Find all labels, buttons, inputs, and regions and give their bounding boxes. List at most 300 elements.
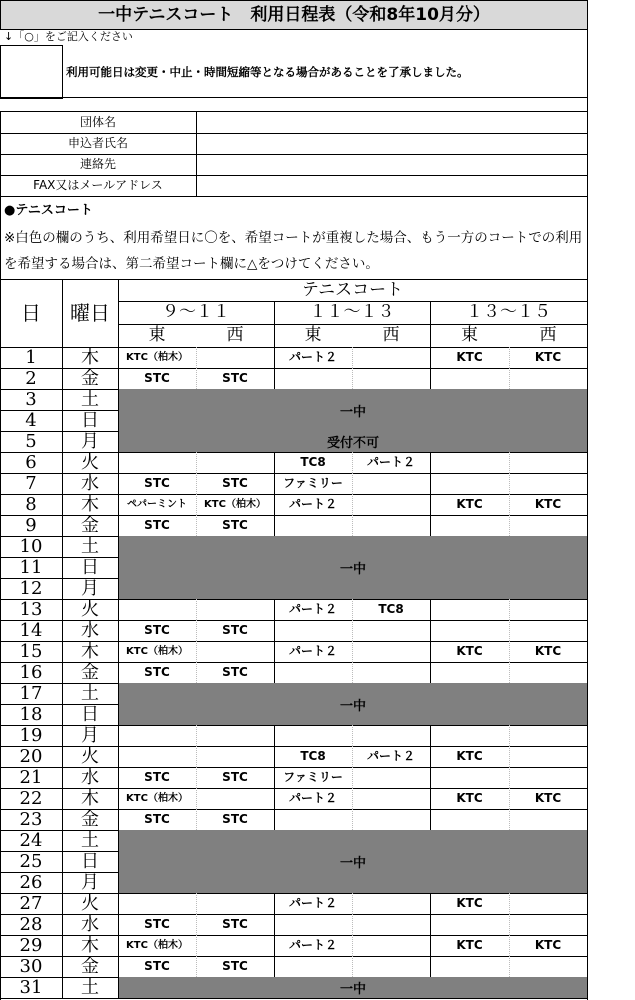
weekday-label: 金 bbox=[81, 515, 99, 536]
cell-divider bbox=[352, 788, 353, 809]
schedule-cell[interactable]: STC bbox=[144, 371, 170, 385]
page-title: 一中テニスコート 利用日程表（令和8年10月分） bbox=[0, 0, 588, 30]
cell-divider bbox=[352, 368, 353, 389]
cell-divider bbox=[274, 935, 275, 956]
cell-divider bbox=[274, 599, 275, 620]
schedule-cell[interactable] bbox=[118, 725, 196, 746]
schedule-cell[interactable]: KTC bbox=[534, 938, 562, 952]
acknowledgement-checkbox[interactable] bbox=[0, 45, 63, 99]
schedule-cell[interactable] bbox=[509, 620, 587, 641]
cell-divider bbox=[430, 662, 431, 683]
schedule-cell[interactable] bbox=[352, 368, 430, 389]
cell-divider bbox=[274, 641, 275, 662]
schedule-cell[interactable] bbox=[430, 452, 509, 473]
schedule-cell[interactable] bbox=[196, 935, 274, 956]
cell-divider bbox=[430, 494, 431, 515]
instruction-note: ※白色の欄のうち、利用希望日に〇を、希望コートが重複した場合、もう一方のコートでの利用を希望する場合は、第二希望コート欄に△をつけてください。 bbox=[4, 230, 583, 272]
schedule-cell[interactable] bbox=[430, 956, 509, 977]
cell-divider bbox=[352, 809, 353, 830]
schedule-cell[interactable]: ファミリー bbox=[283, 476, 343, 490]
weekday-label: 月 bbox=[81, 725, 99, 746]
cell-divider bbox=[352, 473, 353, 494]
schedule-cell[interactable] bbox=[196, 725, 274, 746]
weekday-label: 月 bbox=[81, 872, 99, 893]
schedule-cell[interactable]: KTC bbox=[456, 644, 483, 658]
schedule-cell[interactable]: STC bbox=[222, 770, 248, 784]
acknowledgement-text: 利用可能日は変更・中止・時間短縮等となる場合があることを了承しました。 bbox=[66, 65, 469, 79]
cell-divider bbox=[509, 725, 510, 746]
cell-divider bbox=[430, 347, 431, 368]
schedule-cell[interactable]: STC bbox=[144, 623, 170, 637]
header-side-east: 東 bbox=[304, 325, 322, 345]
schedule-cell[interactable] bbox=[352, 641, 430, 662]
schedule-cell[interactable] bbox=[352, 515, 430, 536]
cell-divider bbox=[274, 494, 275, 515]
day-number: 25 bbox=[19, 851, 43, 872]
closed-block: 一中 bbox=[119, 389, 587, 431]
cell-divider bbox=[274, 809, 275, 830]
cell-divider bbox=[430, 746, 431, 767]
cell-divider bbox=[196, 914, 197, 935]
schedule-cell[interactable]: パート２ bbox=[288, 497, 337, 511]
weekday-label: 水 bbox=[81, 767, 99, 788]
weekday-label: 日 bbox=[81, 410, 99, 431]
day-number: 17 bbox=[19, 683, 43, 704]
cell-divider bbox=[430, 599, 431, 620]
weekday-label: 月 bbox=[81, 431, 99, 452]
schedule-cell[interactable] bbox=[509, 893, 587, 914]
schedule-cell[interactable] bbox=[274, 662, 352, 683]
weekday-label: 土 bbox=[81, 536, 99, 557]
day-number: 11 bbox=[19, 557, 43, 578]
cell-divider bbox=[352, 935, 353, 956]
cell-divider bbox=[196, 347, 197, 368]
schedule-cell[interactable]: STC bbox=[222, 812, 248, 826]
schedule-cell[interactable]: KTC bbox=[456, 749, 483, 763]
day-number: 18 bbox=[19, 704, 43, 725]
cell-divider bbox=[274, 662, 275, 683]
cell-divider bbox=[352, 767, 353, 788]
day-number: 14 bbox=[19, 620, 43, 641]
cell-divider bbox=[509, 599, 510, 620]
schedule-cell[interactable] bbox=[118, 599, 196, 620]
schedule-cell[interactable]: STC bbox=[222, 917, 248, 931]
cell-divider bbox=[274, 347, 275, 368]
schedule-cell[interactable] bbox=[509, 452, 587, 473]
schedule-cell[interactable]: STC bbox=[144, 770, 170, 784]
schedule-cell[interactable]: STC bbox=[144, 812, 170, 826]
schedule-cell[interactable] bbox=[430, 809, 509, 830]
schedule-cell[interactable]: パート２ bbox=[288, 644, 337, 658]
schedule-cell[interactable]: TC8 bbox=[300, 749, 326, 763]
schedule-cell[interactable]: KTC（柏木） bbox=[126, 940, 188, 951]
cell-divider bbox=[352, 914, 353, 935]
cell-divider bbox=[274, 473, 275, 494]
weekday-label: 金 bbox=[81, 809, 99, 830]
cell-divider bbox=[430, 809, 431, 830]
schedule-cell[interactable] bbox=[274, 368, 352, 389]
cell-divider bbox=[430, 473, 431, 494]
schedule-cell[interactable] bbox=[274, 725, 352, 746]
schedule-cell[interactable]: STC bbox=[222, 665, 248, 679]
day-number: 6 bbox=[25, 452, 37, 473]
schedule-cell[interactable] bbox=[352, 473, 430, 494]
cell-divider bbox=[196, 746, 197, 767]
schedule-cell[interactable] bbox=[352, 914, 430, 935]
cell-divider bbox=[430, 956, 431, 977]
cell-divider bbox=[196, 494, 197, 515]
cell-divider bbox=[274, 452, 275, 473]
schedule-cell[interactable] bbox=[509, 515, 587, 536]
schedule-cell[interactable]: STC bbox=[144, 917, 170, 931]
day-number: 23 bbox=[19, 809, 43, 830]
cell-divider bbox=[274, 893, 275, 914]
schedule-cell[interactable] bbox=[352, 662, 430, 683]
cell-divider bbox=[274, 620, 275, 641]
cell-divider bbox=[352, 956, 353, 977]
weekday-label: 金 bbox=[81, 368, 99, 389]
divider bbox=[118, 301, 587, 302]
cell-divider bbox=[430, 452, 431, 473]
day-number: 1 bbox=[25, 347, 37, 368]
schedule-cell[interactable] bbox=[196, 599, 274, 620]
day-number: 22 bbox=[19, 788, 43, 809]
schedule-cell[interactable]: パート２ bbox=[288, 602, 337, 616]
cell-divider bbox=[196, 641, 197, 662]
schedule-cell[interactable]: ファミリー bbox=[283, 770, 343, 784]
cell-divider bbox=[509, 662, 510, 683]
header-slot-11-13: １１～１３ bbox=[309, 302, 395, 322]
schedule-cell[interactable]: STC bbox=[144, 665, 170, 679]
schedule-cell[interactable] bbox=[118, 452, 196, 473]
cell-divider bbox=[274, 914, 275, 935]
weekday-label: 土 bbox=[81, 389, 99, 410]
closed-block: 一中 bbox=[119, 977, 587, 998]
weekday-label: 土 bbox=[81, 977, 99, 998]
schedule-cell[interactable]: STC bbox=[144, 518, 170, 532]
weekday-label: 火 bbox=[81, 599, 99, 620]
cell-divider bbox=[509, 494, 510, 515]
weekday-label: 金 bbox=[81, 956, 99, 977]
cell-divider bbox=[509, 767, 510, 788]
closed-block: 一中 bbox=[119, 536, 587, 599]
schedule-cell[interactable]: STC bbox=[222, 371, 248, 385]
weekday-label: 水 bbox=[81, 620, 99, 641]
day-number: 7 bbox=[25, 473, 37, 494]
header-side-west: 西 bbox=[382, 325, 400, 345]
cell-divider bbox=[509, 515, 510, 536]
day-number: 10 bbox=[19, 536, 43, 557]
schedule-cell[interactable]: パート２ bbox=[366, 455, 415, 469]
cell-divider bbox=[196, 599, 197, 620]
schedule-cell[interactable] bbox=[509, 725, 587, 746]
schedule-cell[interactable]: KTC bbox=[534, 497, 562, 511]
header-slot-13-15: １３～１５ bbox=[466, 302, 551, 322]
cell-divider bbox=[509, 452, 510, 473]
schedule-cell[interactable]: KTC bbox=[534, 791, 562, 805]
weekday-label: 木 bbox=[81, 494, 99, 515]
day-number: 29 bbox=[19, 935, 43, 956]
schedule-cell[interactable]: パート２ bbox=[288, 896, 337, 910]
schedule-table bbox=[0, 279, 587, 999]
schedule-cell[interactable] bbox=[352, 620, 430, 641]
cell-divider bbox=[352, 893, 353, 914]
header-side-east: 東 bbox=[461, 325, 478, 345]
schedule-cell[interactable]: KTC bbox=[534, 350, 562, 364]
cell-divider bbox=[352, 515, 353, 536]
section-title: ●テニスコート bbox=[4, 203, 93, 218]
schedule-cell[interactable] bbox=[430, 620, 509, 641]
schedule-cell[interactable] bbox=[196, 452, 274, 473]
cell-divider bbox=[196, 368, 197, 389]
schedule-cell[interactable] bbox=[118, 746, 196, 767]
day-number: 9 bbox=[25, 515, 37, 536]
schedule-cell[interactable]: TC8 bbox=[300, 455, 326, 469]
cell-divider bbox=[509, 746, 510, 767]
schedule-cell[interactable] bbox=[352, 809, 430, 830]
schedule-cell[interactable]: KTC（柏木） bbox=[126, 646, 188, 657]
weekday-label: 火 bbox=[81, 452, 99, 473]
day-number: 8 bbox=[25, 494, 37, 515]
weekday-label: 金 bbox=[81, 662, 99, 683]
label-group-name: 団体名 bbox=[79, 115, 116, 129]
day-number: 13 bbox=[19, 599, 43, 620]
schedule-cell[interactable]: KTC bbox=[456, 896, 483, 910]
cell-divider bbox=[430, 641, 431, 662]
day-number: 2 bbox=[25, 368, 37, 389]
day-number: 21 bbox=[19, 767, 43, 788]
cell-divider bbox=[196, 620, 197, 641]
schedule-cell[interactable] bbox=[430, 725, 509, 746]
cell-divider bbox=[352, 641, 353, 662]
cell-divider bbox=[509, 935, 510, 956]
cell-divider bbox=[509, 368, 510, 389]
weekday-label: 火 bbox=[81, 893, 99, 914]
day-number: 3 bbox=[25, 389, 37, 410]
schedule-cell[interactable]: KTC（柏木） bbox=[126, 352, 188, 363]
schedule-cell[interactable] bbox=[352, 935, 430, 956]
schedule-cell[interactable] bbox=[352, 893, 430, 914]
cell-divider bbox=[196, 893, 197, 914]
schedule-cell[interactable]: STC bbox=[222, 623, 248, 637]
schedule-cell[interactable] bbox=[509, 368, 587, 389]
schedule-cell[interactable]: TC8 bbox=[378, 602, 404, 616]
cell-divider bbox=[430, 725, 431, 746]
cell-divider bbox=[196, 452, 197, 473]
cell-divider bbox=[274, 746, 275, 767]
weekday-label: 水 bbox=[81, 473, 99, 494]
schedule-cell[interactable]: STC bbox=[222, 518, 248, 532]
schedule-cell[interactable] bbox=[430, 515, 509, 536]
cell-divider bbox=[274, 725, 275, 746]
closed-block: 一中 bbox=[119, 830, 587, 893]
divider bbox=[118, 324, 587, 325]
schedule-cell[interactable] bbox=[509, 767, 587, 788]
cell-divider bbox=[196, 767, 197, 788]
schedule-cell[interactable]: STC bbox=[144, 959, 170, 973]
schedule-cell[interactable] bbox=[509, 473, 587, 494]
cell-divider bbox=[352, 662, 353, 683]
cell-divider bbox=[196, 725, 197, 746]
schedule-cell[interactable] bbox=[509, 599, 587, 620]
schedule-cell[interactable]: STC bbox=[222, 959, 248, 973]
day-number: 15 bbox=[19, 641, 43, 662]
cell-divider bbox=[196, 809, 197, 830]
closed-block: 一中 bbox=[119, 683, 587, 725]
schedule-cell[interactable] bbox=[352, 725, 430, 746]
schedule-cell[interactable] bbox=[274, 620, 352, 641]
day-number: 28 bbox=[19, 914, 43, 935]
cell-divider bbox=[509, 914, 510, 935]
schedule-cell[interactable] bbox=[509, 956, 587, 977]
schedule-cell[interactable] bbox=[196, 347, 274, 368]
schedule-cell[interactable] bbox=[430, 599, 509, 620]
cell-divider bbox=[352, 746, 353, 767]
cell-divider bbox=[509, 473, 510, 494]
cell-divider bbox=[352, 599, 353, 620]
group-name-field[interactable] bbox=[197, 112, 586, 132]
cell-divider bbox=[352, 494, 353, 515]
schedule-cell[interactable]: パート２ bbox=[288, 350, 337, 364]
cell-divider bbox=[509, 347, 510, 368]
weekday-label: 水 bbox=[81, 914, 99, 935]
schedule-cell[interactable]: STC bbox=[222, 476, 248, 490]
schedule-cell[interactable]: KTC bbox=[456, 938, 483, 952]
schedule-cell[interactable]: KTC bbox=[456, 350, 483, 364]
cell-divider bbox=[196, 515, 197, 536]
weekday-label: 日 bbox=[81, 557, 99, 578]
schedule-cell[interactable]: KTC bbox=[534, 644, 562, 658]
schedule-cell[interactable]: KTC（柏木） bbox=[204, 499, 266, 510]
weekday-label: 火 bbox=[81, 746, 99, 767]
cell-divider bbox=[430, 893, 431, 914]
schedule-cell[interactable] bbox=[196, 893, 274, 914]
label-fax-email: FAX又はメールアドレス bbox=[33, 178, 163, 192]
cell-divider bbox=[430, 767, 431, 788]
day-number: 19 bbox=[19, 725, 43, 746]
cell-divider bbox=[430, 515, 431, 536]
schedule-cell[interactable] bbox=[352, 347, 430, 368]
schedule-cell[interactable] bbox=[118, 893, 196, 914]
cell-divider bbox=[196, 473, 197, 494]
cell-divider bbox=[274, 515, 275, 536]
weekday-label: 土 bbox=[81, 830, 99, 851]
schedule-cell[interactable] bbox=[274, 809, 352, 830]
schedule-cell[interactable]: ペパーミント bbox=[127, 499, 187, 510]
weekday-label: 木 bbox=[81, 935, 99, 956]
label-applicant-name: 申込者氏名 bbox=[67, 136, 128, 150]
right-border bbox=[587, 28, 588, 1000]
header-side-west: 西 bbox=[539, 325, 557, 345]
divider bbox=[0, 279, 587, 280]
weekday-label: 土 bbox=[81, 683, 99, 704]
schedule-cell[interactable] bbox=[430, 767, 509, 788]
schedule-cell[interactable] bbox=[196, 788, 274, 809]
schedule-cell[interactable] bbox=[509, 746, 587, 767]
schedule-cell[interactable]: パート２ bbox=[366, 749, 415, 763]
schedule-cell[interactable] bbox=[274, 914, 352, 935]
schedule-cell[interactable] bbox=[196, 641, 274, 662]
closed-block: 受付不可 bbox=[119, 431, 587, 452]
schedule-cell[interactable] bbox=[509, 914, 587, 935]
weekday-label: 木 bbox=[81, 347, 99, 368]
cell-divider bbox=[430, 788, 431, 809]
cell-divider bbox=[196, 935, 197, 956]
weekday-label: 日 bbox=[81, 704, 99, 725]
day-number: 27 bbox=[19, 893, 43, 914]
schedule-cell[interactable] bbox=[352, 494, 430, 515]
cell-divider bbox=[430, 935, 431, 956]
weekday-label: 木 bbox=[81, 788, 99, 809]
day-number: 31 bbox=[19, 977, 43, 998]
header-weekday: 曜日 bbox=[70, 301, 110, 325]
weekday-label: 木 bbox=[81, 641, 99, 662]
cell-divider bbox=[509, 893, 510, 914]
cell-divider bbox=[352, 620, 353, 641]
day-number: 20 bbox=[19, 746, 43, 767]
schedule-cell[interactable] bbox=[430, 368, 509, 389]
schedule-cell[interactable] bbox=[430, 662, 509, 683]
schedule-cell[interactable] bbox=[509, 809, 587, 830]
day-number: 5 bbox=[25, 431, 37, 452]
schedule-cell[interactable] bbox=[196, 746, 274, 767]
cell-divider bbox=[274, 368, 275, 389]
cell-divider bbox=[509, 956, 510, 977]
row-divider bbox=[0, 998, 587, 999]
schedule-cell[interactable]: パート２ bbox=[288, 791, 337, 805]
cell-divider bbox=[352, 452, 353, 473]
schedule-cell[interactable]: パート２ bbox=[288, 938, 337, 952]
schedule-cell[interactable] bbox=[430, 914, 509, 935]
header-side-west: 西 bbox=[226, 325, 244, 345]
schedule-cell[interactable] bbox=[509, 662, 587, 683]
schedule-cell[interactable]: KTC（柏木） bbox=[126, 793, 188, 804]
cell-divider bbox=[430, 620, 431, 641]
label-contact: 連絡先 bbox=[79, 157, 116, 171]
header-side-east: 東 bbox=[148, 325, 166, 345]
cell-divider bbox=[274, 956, 275, 977]
day-number: 12 bbox=[19, 578, 43, 599]
day-number: 26 bbox=[19, 872, 43, 893]
day-number: 24 bbox=[19, 830, 43, 851]
schedule-cell[interactable]: STC bbox=[144, 476, 170, 490]
cell-divider bbox=[196, 956, 197, 977]
contact-field[interactable] bbox=[197, 154, 586, 174]
schedule-cell[interactable] bbox=[430, 473, 509, 494]
fax-email-field[interactable] bbox=[197, 175, 586, 195]
header-slot-9-11: ９～１１ bbox=[162, 302, 230, 322]
schedule-cell[interactable] bbox=[274, 956, 352, 977]
header-tennis-court: テニスコート bbox=[301, 280, 404, 300]
cell-divider bbox=[430, 368, 431, 389]
cell-divider bbox=[352, 725, 353, 746]
cell-divider bbox=[509, 809, 510, 830]
divider bbox=[0, 97, 588, 98]
schedule-cell[interactable]: KTC bbox=[456, 791, 483, 805]
divider bbox=[274, 301, 275, 347]
schedule-cell[interactable] bbox=[352, 767, 430, 788]
applicant-name-field[interactable] bbox=[197, 133, 586, 153]
schedule-cell[interactable]: KTC bbox=[456, 497, 483, 511]
schedule-cell[interactable] bbox=[352, 956, 430, 977]
cell-divider bbox=[509, 620, 510, 641]
weekday-label: 月 bbox=[81, 578, 99, 599]
cell-divider bbox=[196, 662, 197, 683]
schedule-cell[interactable] bbox=[274, 515, 352, 536]
circle-hint: ↓「○」をご記入ください bbox=[4, 30, 133, 43]
day-number: 4 bbox=[25, 410, 37, 431]
schedule-cell[interactable] bbox=[352, 788, 430, 809]
